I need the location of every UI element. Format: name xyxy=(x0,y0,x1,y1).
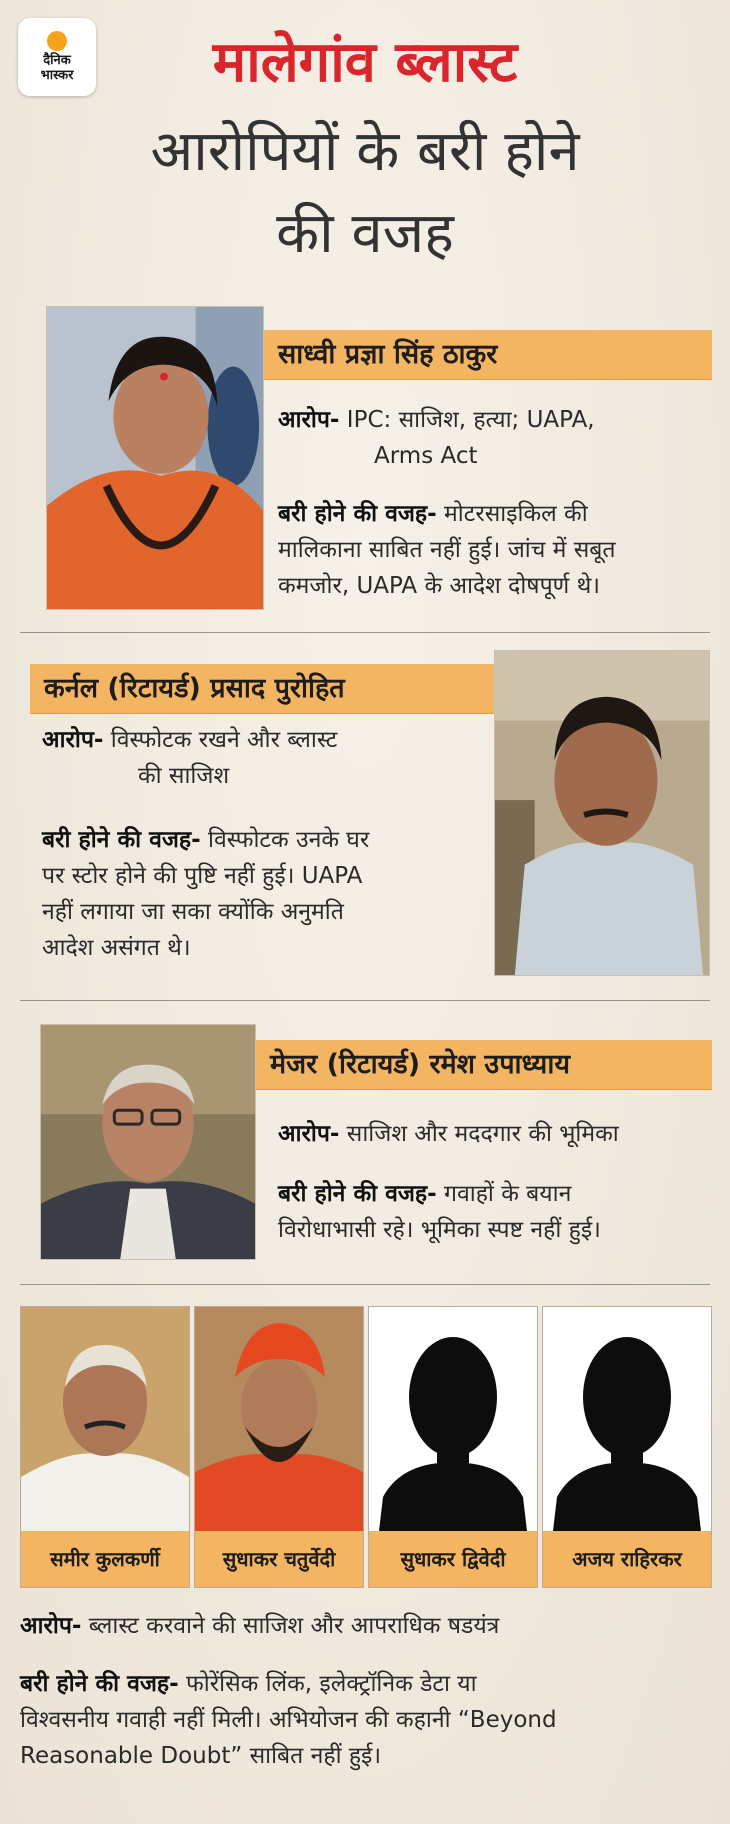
silhouette-icon xyxy=(369,1307,537,1531)
reason-text-line2: मालिकाना साबित नहीं हुई। जांच में सबूत xyxy=(278,537,616,563)
charge-label: आरोप- xyxy=(42,727,104,753)
name-label-sameer-kulkarni: समीर कुलकर्णी xyxy=(21,1531,189,1587)
reason-text-line1: गवाहों के बयान xyxy=(444,1181,572,1207)
card-sameer-kulkarni xyxy=(20,1306,190,1588)
logo-text-line1: दैनिक xyxy=(43,53,71,68)
reason-text-line2: पर स्टोर होने की पुष्टि नहीं हुई। UAPA xyxy=(42,863,363,889)
section-divider xyxy=(20,1000,710,1001)
charge-text: ब्लास्ट करवाने की साजिश और आपराधिक षडयंत्र xyxy=(88,1613,500,1639)
headline-line3: की वजह xyxy=(276,201,454,266)
headline-line2: आरोपियों के बरी होने xyxy=(150,119,580,184)
reason-text-line1: मोटरसाइकिल की xyxy=(444,501,588,527)
charge-pragya-thakur xyxy=(278,402,708,474)
section-divider xyxy=(20,1284,710,1285)
headline-red: मालेगांव ब्लास्ट xyxy=(212,30,518,95)
charge-group xyxy=(20,1608,720,1644)
reason-group xyxy=(20,1666,724,1774)
charge-text-line1: IPC: साजिश, हत्या; UAPA, xyxy=(346,407,595,433)
photo-prasad-purohit xyxy=(494,650,710,976)
photo-sudhakar-chaturvedi xyxy=(195,1307,363,1531)
reason-text-line3: Reasonable Doubt” साबित नहीं हुई। xyxy=(20,1743,382,1769)
charge-prasad-purohit xyxy=(42,722,482,794)
silhouette-icon xyxy=(543,1307,711,1531)
reason-pragya-thakur xyxy=(278,496,714,604)
logo-text-line2: भास्कर xyxy=(40,68,74,83)
name-label-sudhakar-dwivedi: सुधाकर द्विवेदी xyxy=(369,1531,537,1587)
reason-text-line3: कमजोर, UAPA के आदेश दोषपूर्ण थे। xyxy=(278,573,601,599)
reason-label: बरी होने की वजह- xyxy=(20,1671,179,1697)
reason-text-line1: विस्फोटक उनके घर xyxy=(208,827,370,853)
name-bar-ramesh-upadhyay: मेजर (रिटायर्ड) रमेश उपाध्याय xyxy=(256,1040,712,1090)
reason-text-line2: विश्वसनीय गवाही नहीं मिली। अभियोजन की कहानी “Beyond xyxy=(20,1707,557,1733)
reason-label: बरी होने की वजह- xyxy=(278,501,437,527)
reason-text-line2: विरोधाभासी रहे। भूमिका स्पष्ट नहीं हुई। xyxy=(278,1217,601,1243)
charge-text-line2: Arms Act xyxy=(374,443,478,469)
reason-text-line1: फोरेंसिक लिंक, इलेक्ट्रॉनिक डेटा या xyxy=(186,1671,477,1697)
name-label-sudhakar-chaturvedi: सुधाकर चतुर्वेदी xyxy=(195,1531,363,1587)
charge-label: आरोप- xyxy=(278,1121,340,1147)
section-divider xyxy=(20,632,710,633)
charge-text-line1: विस्फोटक रखने और ब्लास्ट xyxy=(110,727,338,753)
card-ajay-rahirkar xyxy=(542,1306,712,1588)
charge-text-line1: साजिश और मददगार की भूमिका xyxy=(346,1121,619,1147)
reason-text-line3: नहीं लगाया जा सका क्योंकि अनुमति xyxy=(42,899,344,925)
charge-ramesh-upadhyay xyxy=(278,1116,718,1152)
reason-label: बरी होने की वजह- xyxy=(278,1181,437,1207)
reason-label: बरी होने की वजह- xyxy=(42,827,201,853)
photo-sameer-kulkarni xyxy=(21,1307,189,1531)
card-sudhakar-chaturvedi xyxy=(194,1306,364,1588)
charge-label: आरोप- xyxy=(20,1613,82,1639)
reason-prasad-purohit xyxy=(42,822,488,966)
name-label-ajay-rahirkar: अजय राहिरकर xyxy=(543,1531,711,1587)
reason-ramesh-upadhyay xyxy=(278,1176,718,1248)
card-sudhakar-dwivedi xyxy=(368,1306,538,1588)
photo-pragya-thakur xyxy=(46,306,264,610)
reason-text-line4: आदेश असंगत थे। xyxy=(42,935,191,961)
charge-text-line2: की साजिश xyxy=(138,763,230,789)
photo-ramesh-upadhyay xyxy=(40,1024,256,1260)
name-bar-prasad-purohit: कर्नल (रिटायर्ड) प्रसाद पुरोहित xyxy=(30,664,494,714)
name-bar-pragya-thakur: साध्वी प्रज्ञा सिंह ठाकुर xyxy=(264,330,712,380)
charge-label: आरोप- xyxy=(278,407,340,433)
